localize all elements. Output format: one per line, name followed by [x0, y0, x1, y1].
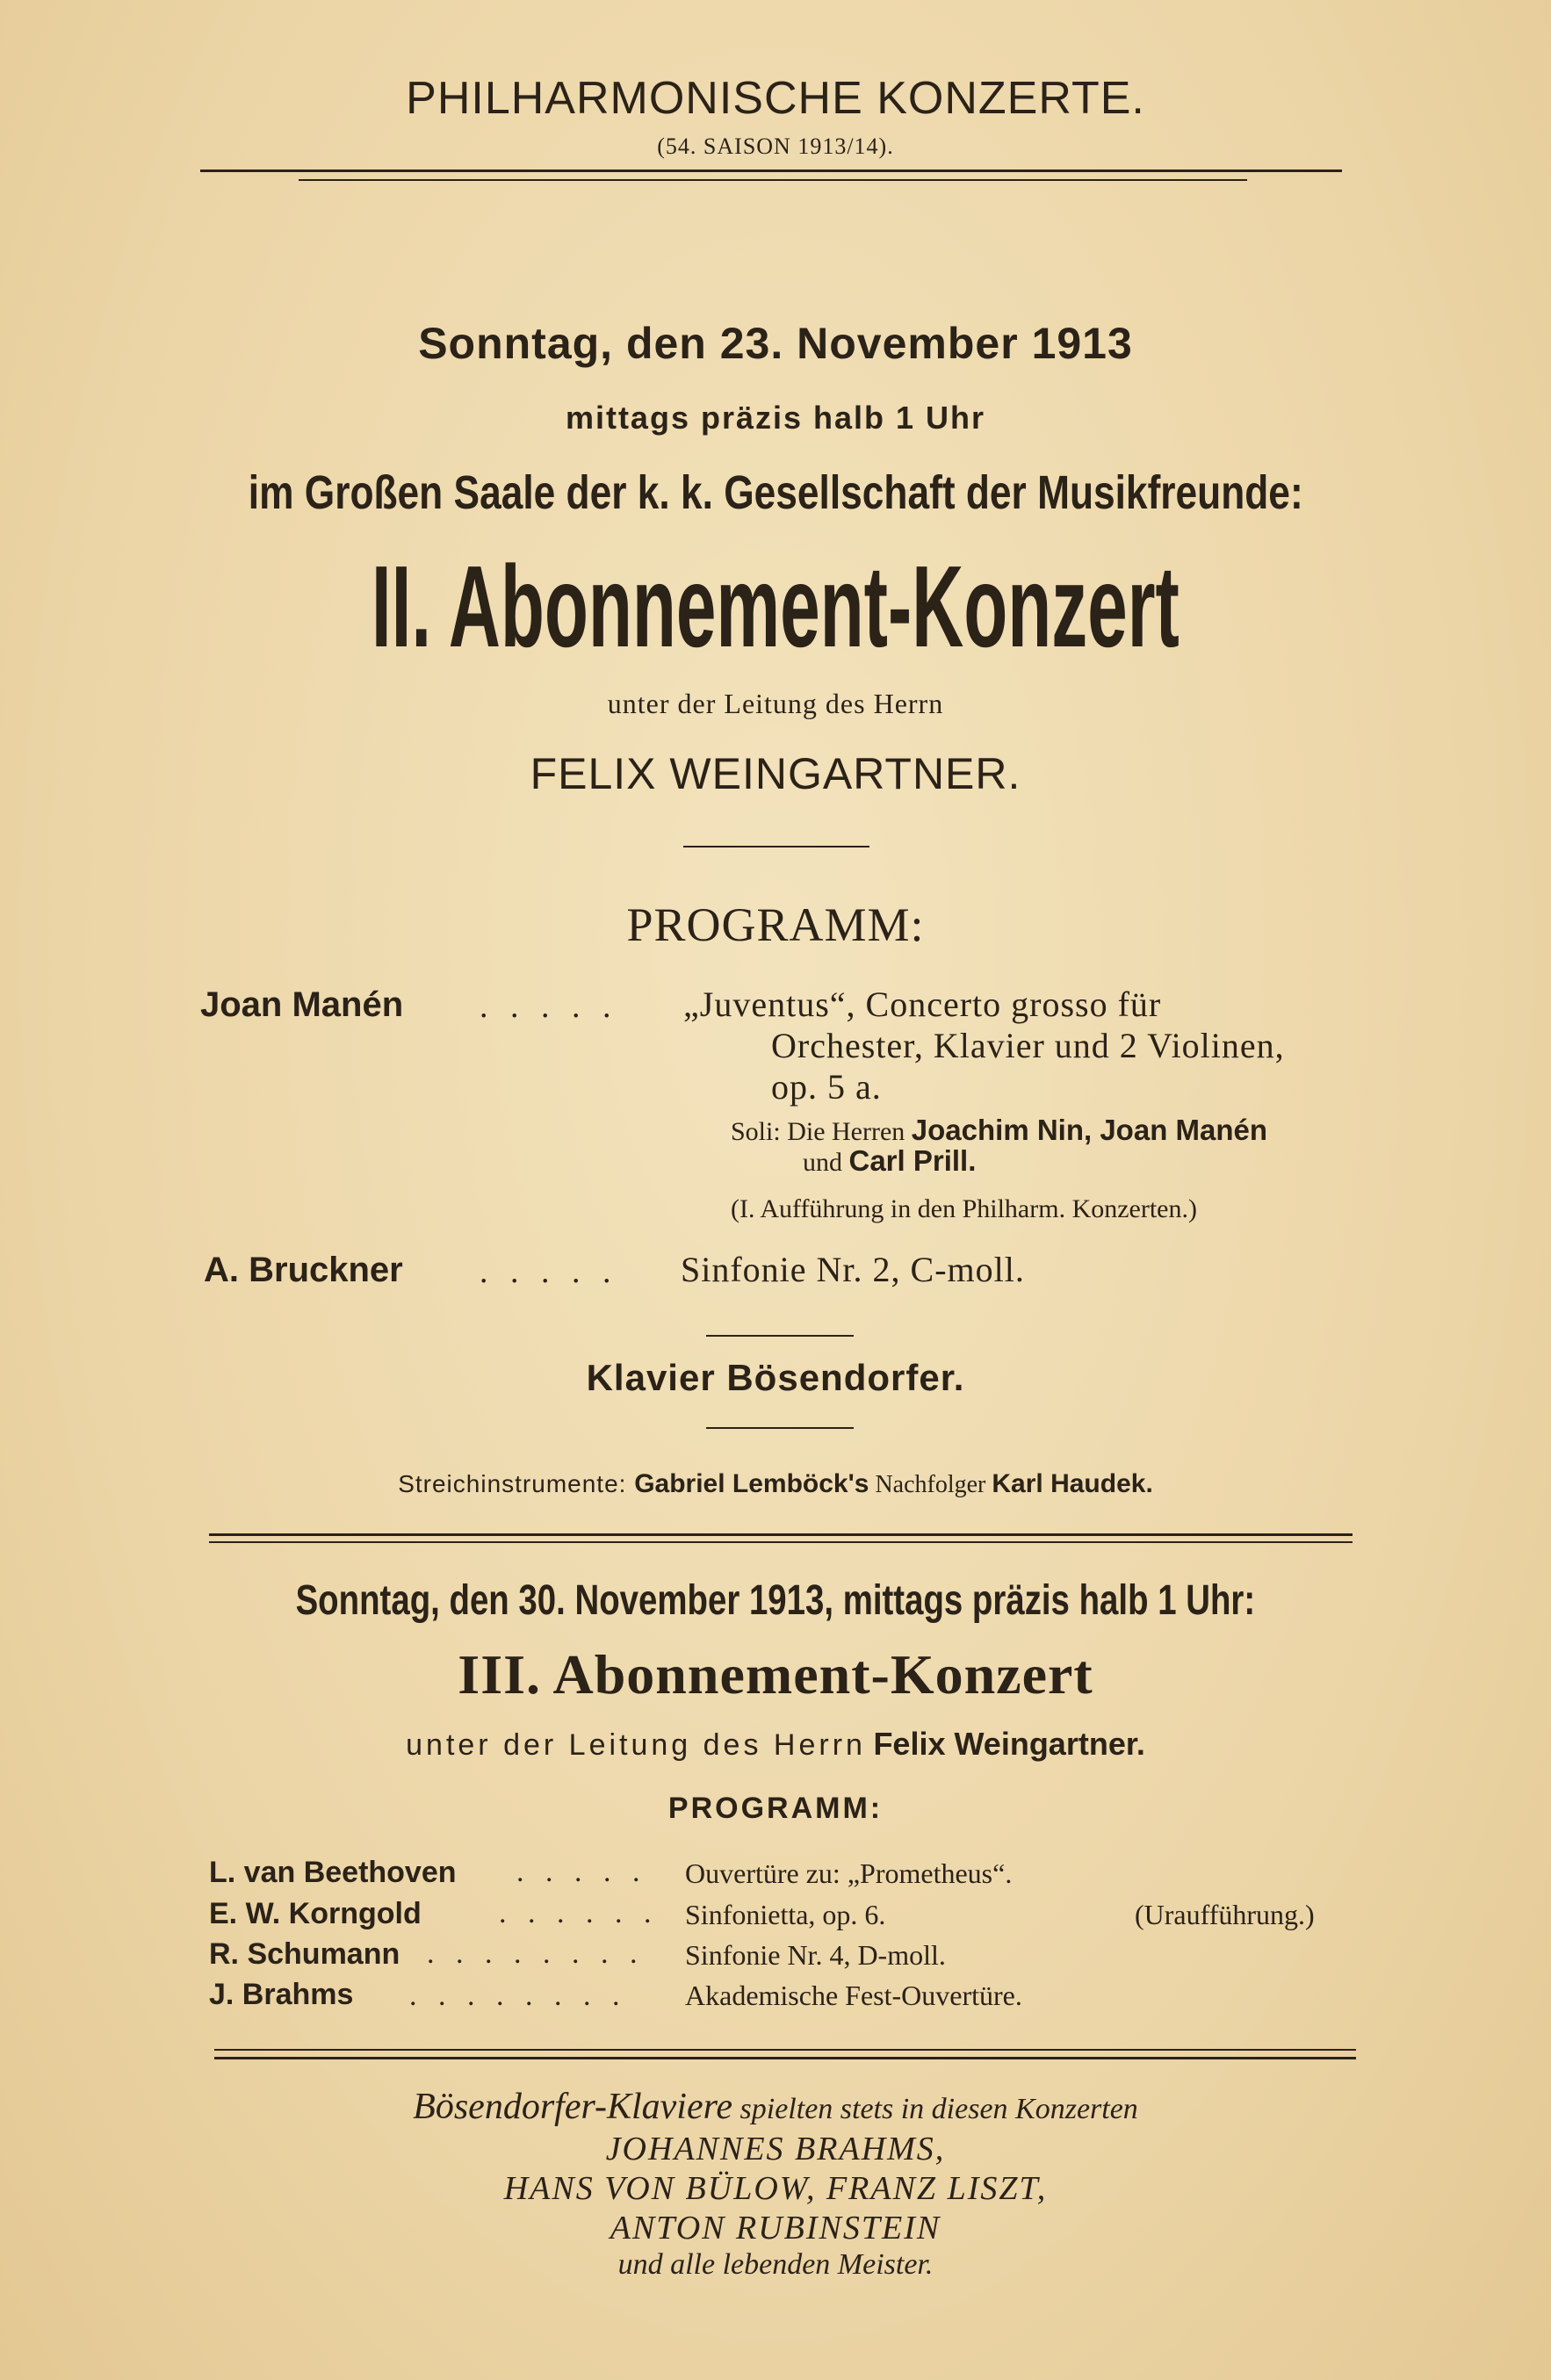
leader-dots: . . . . . . . .: [427, 1937, 645, 1970]
soli-prefix: Soli: Die Herren: [731, 1117, 912, 1146]
concert2-title: III. Abonnement-Konzert: [458, 1643, 1093, 1706]
concert1-venue-text: im Großen Saale der k. k. Gesellschaft der Musikfreunde:: [248, 466, 1303, 519]
composer-manen: Joan Manén: [200, 985, 404, 1024]
season-label: (54. SAISON 1913/14).: [657, 133, 894, 159]
concert1-venue: [0, 465, 1551, 520]
soli-line2: [803, 1144, 976, 1178]
concert2-programm-heading: PROGRAMM:: [667, 1792, 884, 1825]
concert2-leader: [0, 1726, 1551, 1763]
concert2-date: [0, 1576, 1551, 1625]
concert2-leader-text: unter der Leitung des Herrn: [406, 1728, 866, 1762]
work-brahms: Akademische Fest-Ouvertüre.: [685, 1980, 1022, 2011]
soli-last: Carl Prill.: [848, 1144, 977, 1177]
leader-dots: . . . . . . . .: [409, 1980, 627, 2012]
divider-short: [706, 1427, 854, 1429]
composer-korngold: E. W. Korngold: [209, 1897, 422, 1930]
strings-prefix: Streichinstrumente:: [398, 1470, 635, 1497]
work-prometheus: Ouvertüre zu: „Prometheus“.: [685, 1857, 1013, 1889]
leader-dots: . . . . .: [480, 1253, 618, 1290]
work-juventus-line2: Orchester, Klavier und 2 Violinen,: [771, 1026, 1285, 1065]
footer-line3: HANS VON BÜLOW, FRANZ LISZT,: [503, 2170, 1048, 2207]
series-title: PHILHARMONISCHE KONZERTE.: [406, 73, 1145, 124]
footer-rule: [214, 2049, 1356, 2051]
leader-dots: . . . . .: [480, 988, 618, 1025]
header-rule-top: [200, 169, 1342, 172]
piano-credit: Klavier Bösendorfer.: [586, 1357, 965, 1398]
strings-credit: [0, 1469, 1551, 1499]
work-juventus-line3: op. 5 a.: [771, 1067, 882, 1107]
performance-note: (I. Aufführung in den Philharm. Konzerten.): [731, 1194, 1197, 1223]
composer-beethoven: L. van Beethoven: [209, 1856, 457, 1889]
concert1-leader-text: unter der Leitung des Herrn: [607, 688, 944, 719]
divider-short: [683, 846, 869, 847]
concert2-conductor: Felix Weingartner.: [873, 1726, 1145, 1762]
concert1-title-text: II. Abonnement-Konzert: [372, 542, 1179, 671]
leader-dots: . . . . .: [516, 1856, 647, 1888]
strings-mid: Nachfolger: [869, 1471, 992, 1498]
concert1-conductor: FELIX WEINGARTNER.: [530, 749, 1021, 798]
strings-owner: Karl Haudek.: [992, 1469, 1153, 1498]
strings-maker: Gabriel Lemböck's: [634, 1469, 869, 1498]
footer-line5: und alle lebenden Meister.: [617, 2248, 934, 2281]
section-rule: [209, 1541, 1353, 1543]
soli-line: [731, 1114, 1267, 1147]
work-schumann: Sinfonie Nr. 4, D-moll.: [685, 1939, 946, 1971]
concert1-date: Sonntag, den 23. November 1913: [418, 319, 1133, 368]
concert1-title: [0, 540, 1551, 674]
footer-line2: JOHANNES BRAHMS,: [605, 2131, 946, 2167]
composer-brahms: J. Brahms: [209, 1978, 354, 2011]
work-bruckner: Sinfonie Nr. 2, C-moll.: [681, 1250, 1025, 1289]
footer-brand: Bösendorfer-Klaviere: [413, 2087, 733, 2127]
soli-names: Joachim Nin, Joan Manén: [911, 1114, 1268, 1146]
concert1-time: mittags präzis halb 1 Uhr: [565, 400, 986, 436]
footer-line1-rest: spielten stets in diesen Konzerten: [732, 2093, 1138, 2125]
footer-line4: ANTON RUBINSTEIN: [610, 2210, 941, 2247]
header-rule-bottom: [299, 179, 1247, 181]
soli-und: und: [803, 1148, 849, 1177]
footer-line1: [0, 2086, 1551, 2128]
section-rule: [209, 1533, 1353, 1536]
work-juventus-line1: „Juventus“, Concerto grosso für: [683, 984, 1162, 1024]
premiere-note: (Uraufführung.): [1135, 1899, 1315, 1930]
concert1-programm-heading: PROGRAMM:: [626, 898, 925, 951]
composer-bruckner: A. Bruckner: [204, 1251, 403, 1289]
composer-schumann: R. Schumann: [209, 1937, 400, 1971]
leader-dots: . . . . . .: [499, 1897, 659, 1929]
work-sinfonietta: Sinfonietta, op. 6.: [685, 1899, 886, 1930]
concert2-date-text: Sonntag, den 30. November 1913, mittags präzis halb 1 Uhr:: [295, 1577, 1256, 1624]
footer-rule: [214, 2057, 1356, 2059]
divider-short: [706, 1335, 854, 1337]
